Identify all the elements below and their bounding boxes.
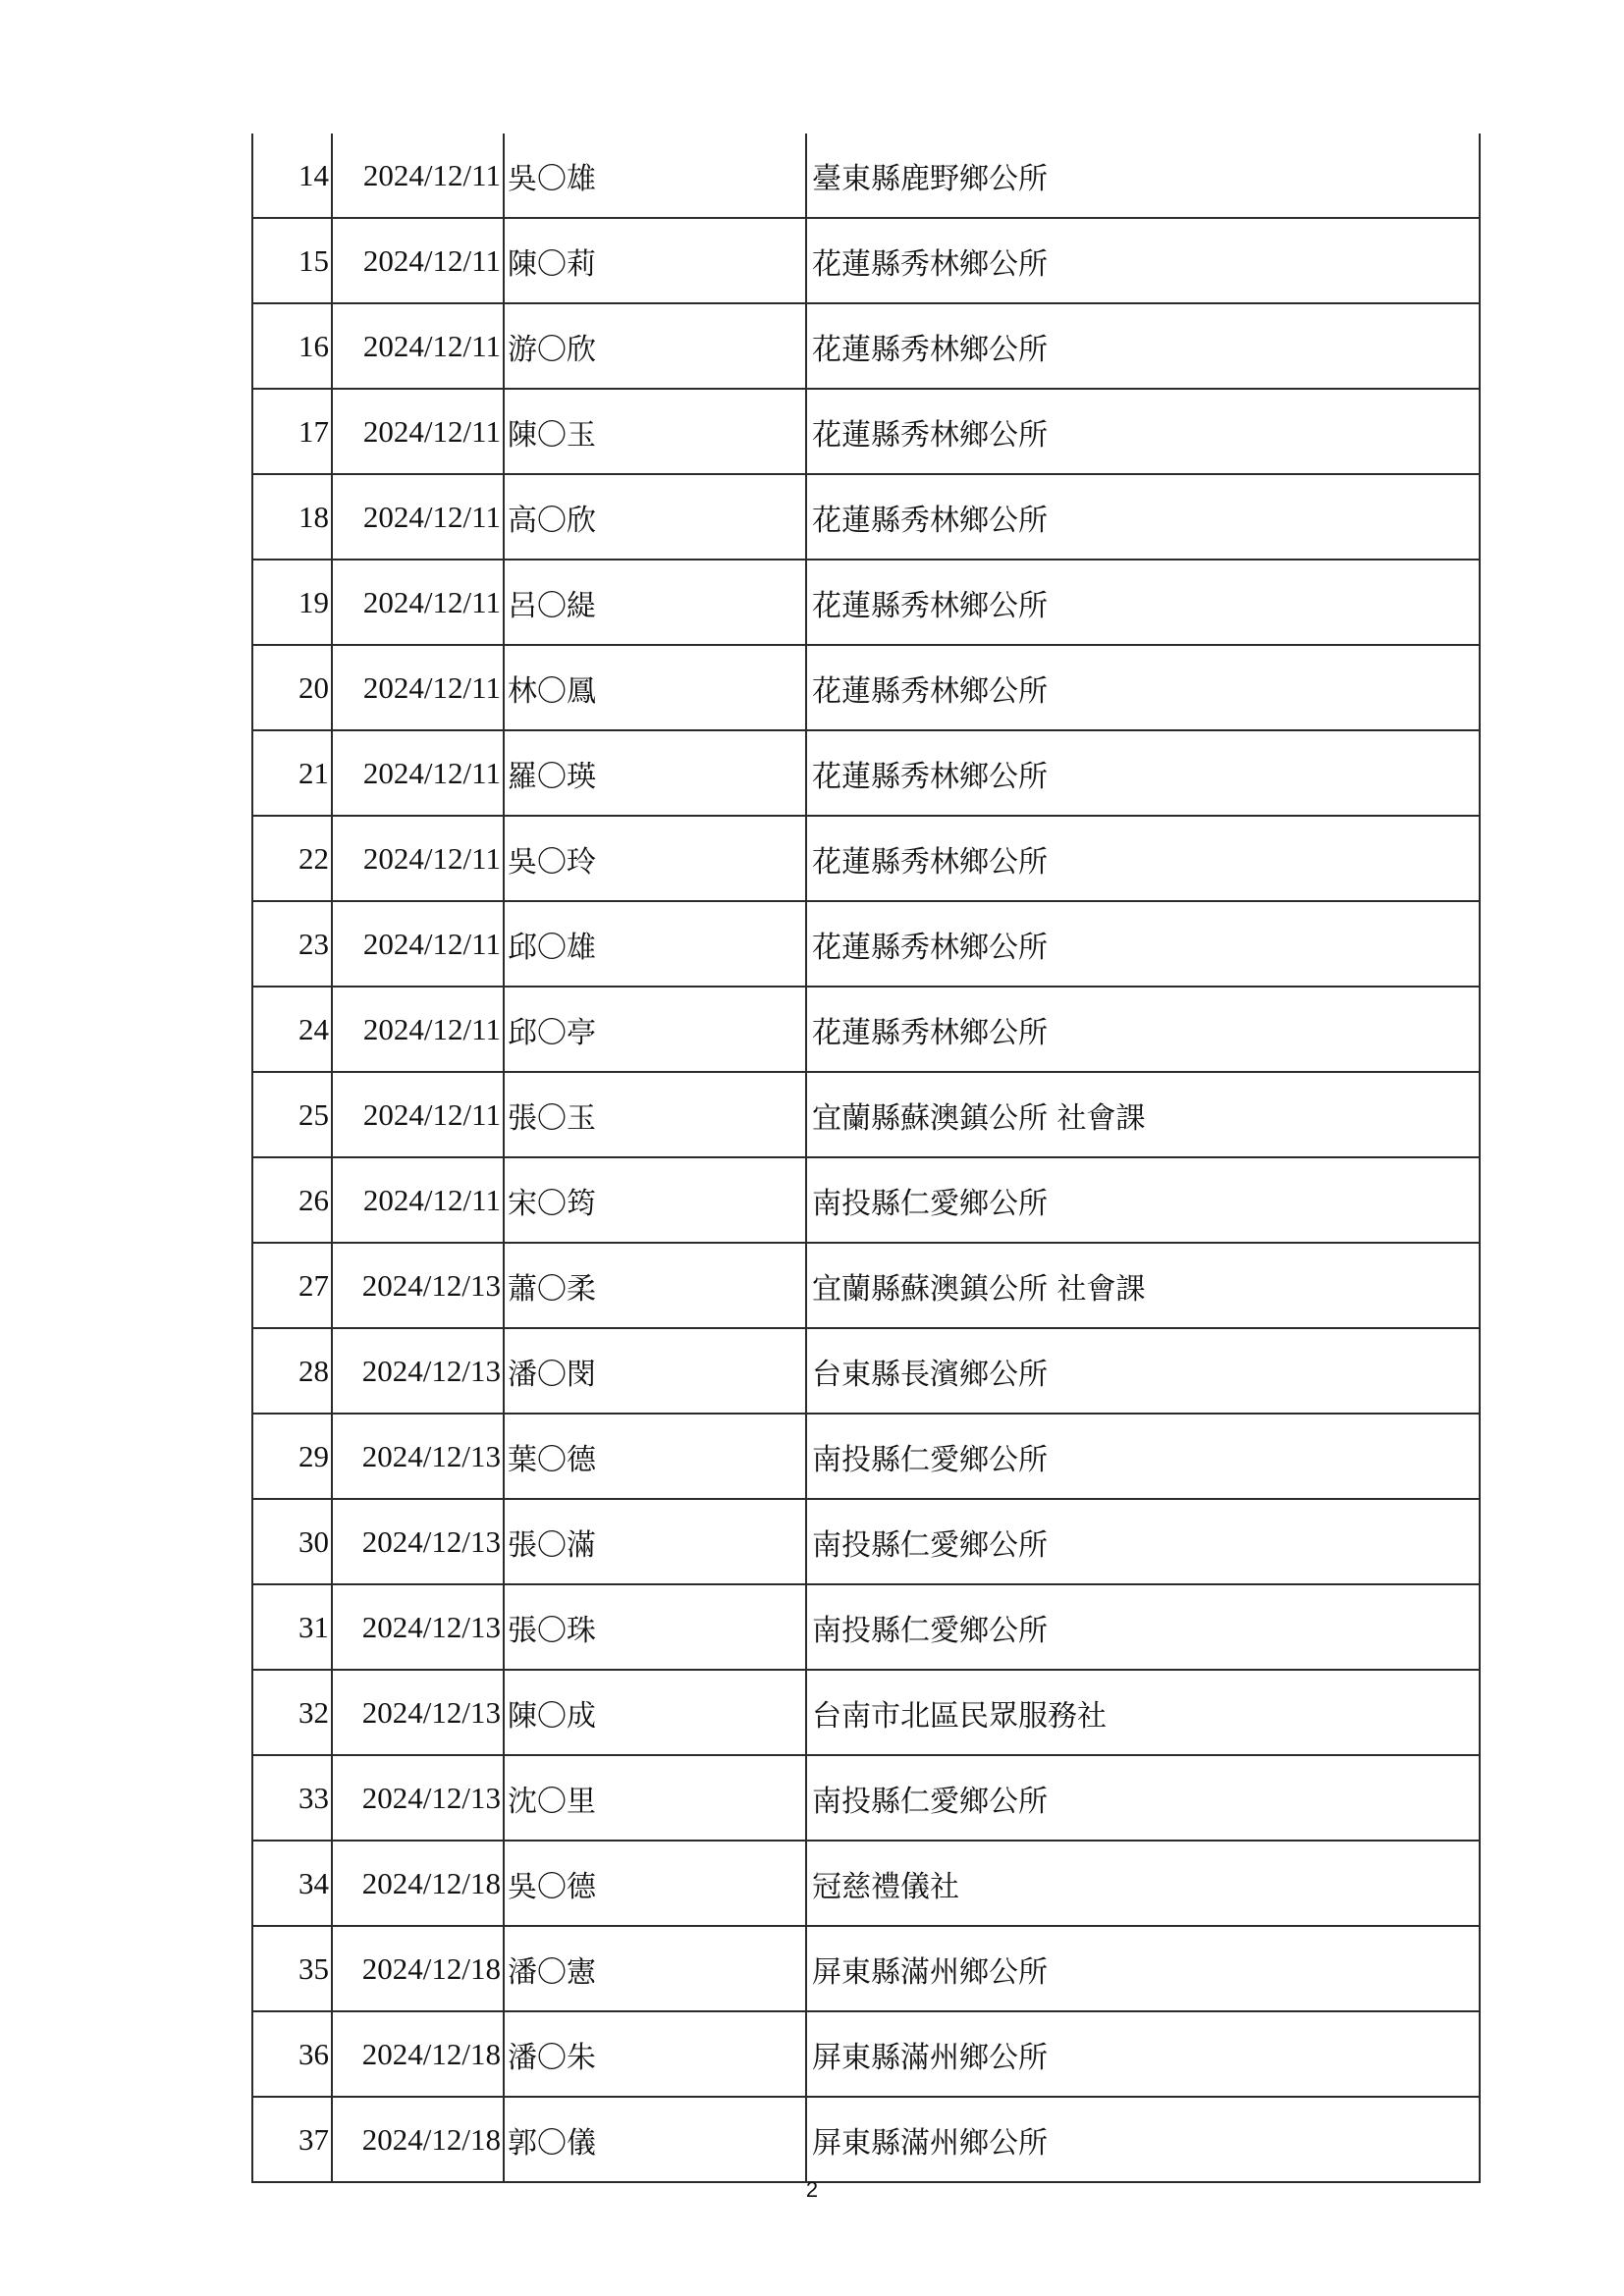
table-row <box>252 1414 1480 1499</box>
row-number-cell: 30 <box>252 1499 332 1584</box>
row-number-cell: 28 <box>252 1328 332 1414</box>
name-cell: 高〇欣 <box>504 474 806 560</box>
organization-cell: 花蓮縣秀林鄉公所 <box>806 389 1480 474</box>
date-cell: 2024/12/11 <box>332 645 504 730</box>
table-row <box>252 1328 1480 1414</box>
organization-cell: 花蓮縣秀林鄉公所 <box>806 901 1480 987</box>
row-number-cell: 14 <box>252 133 332 218</box>
name-cell: 張〇珠 <box>504 1584 806 1670</box>
organization-cell: 花蓮縣秀林鄉公所 <box>806 816 1480 901</box>
table-row <box>252 1926 1480 2011</box>
row-number-cell: 34 <box>252 1841 332 1926</box>
name-cell: 林〇鳳 <box>504 645 806 730</box>
row-number-cell: 26 <box>252 1157 332 1243</box>
table-row <box>252 2011 1480 2097</box>
organization-cell: 南投縣仁愛鄉公所 <box>806 1414 1480 1499</box>
name-cell: 潘〇朱 <box>504 2011 806 2097</box>
row-number-cell: 37 <box>252 2097 332 2182</box>
table-row <box>252 218 1480 303</box>
name-cell: 吳〇雄 <box>504 133 806 218</box>
name-cell: 沈〇里 <box>504 1755 806 1841</box>
name-cell: 陳〇莉 <box>504 218 806 303</box>
table-row <box>252 730 1480 816</box>
table-row <box>252 1499 1480 1584</box>
name-cell: 邱〇雄 <box>504 901 806 987</box>
table-row <box>252 1670 1480 1755</box>
row-number-cell: 16 <box>252 303 332 389</box>
organization-cell: 台東縣長濱鄉公所 <box>806 1328 1480 1414</box>
name-cell: 潘〇閔 <box>504 1328 806 1414</box>
name-cell: 陳〇成 <box>504 1670 806 1755</box>
table-row <box>252 389 1480 474</box>
date-cell: 2024/12/11 <box>332 987 504 1072</box>
table-row <box>252 303 1480 389</box>
organization-cell: 花蓮縣秀林鄉公所 <box>806 218 1480 303</box>
organization-cell: 屏東縣滿州鄉公所 <box>806 2011 1480 2097</box>
date-cell: 2024/12/13 <box>332 1670 504 1755</box>
table-row <box>252 133 1480 218</box>
organization-cell: 南投縣仁愛鄉公所 <box>806 1755 1480 1841</box>
page-number: 2 <box>805 2177 819 2202</box>
row-number-cell: 29 <box>252 1414 332 1499</box>
date-cell: 2024/12/13 <box>332 1584 504 1670</box>
row-number-cell: 20 <box>252 645 332 730</box>
organization-cell: 南投縣仁愛鄉公所 <box>806 1157 1480 1243</box>
table-row <box>252 474 1480 560</box>
row-number-cell: 18 <box>252 474 332 560</box>
name-cell: 張〇滿 <box>504 1499 806 1584</box>
row-number-cell: 25 <box>252 1072 332 1157</box>
attendee-table <box>251 133 1481 2183</box>
table-row <box>252 987 1480 1072</box>
date-cell: 2024/12/13 <box>332 1328 504 1414</box>
table-row <box>252 1243 1480 1328</box>
table-row <box>252 560 1480 645</box>
table-row <box>252 901 1480 987</box>
date-cell: 2024/12/11 <box>332 1072 504 1157</box>
organization-cell: 台南市北區民眾服務社 <box>806 1670 1480 1755</box>
name-cell: 張〇玉 <box>504 1072 806 1157</box>
date-cell: 2024/12/18 <box>332 2011 504 2097</box>
row-number-cell: 27 <box>252 1243 332 1328</box>
name-cell: 游〇欣 <box>504 303 806 389</box>
date-cell: 2024/12/18 <box>332 1926 504 2011</box>
organization-cell: 宜蘭縣蘇澳鎮公所 社會課 <box>806 1072 1480 1157</box>
row-number-cell: 21 <box>252 730 332 816</box>
organization-cell: 花蓮縣秀林鄉公所 <box>806 987 1480 1072</box>
date-cell: 2024/12/11 <box>332 1157 504 1243</box>
name-cell: 宋〇筠 <box>504 1157 806 1243</box>
date-cell: 2024/12/11 <box>332 389 504 474</box>
organization-cell: 冠慈禮儀社 <box>806 1841 1480 1926</box>
table-row <box>252 645 1480 730</box>
date-cell: 2024/12/11 <box>332 218 504 303</box>
row-number-cell: 22 <box>252 816 332 901</box>
organization-cell: 南投縣仁愛鄉公所 <box>806 1499 1480 1584</box>
organization-cell: 宜蘭縣蘇澳鎮公所 社會課 <box>806 1243 1480 1328</box>
organization-cell: 花蓮縣秀林鄉公所 <box>806 303 1480 389</box>
organization-cell: 花蓮縣秀林鄉公所 <box>806 560 1480 645</box>
table-row <box>252 1841 1480 1926</box>
name-cell: 陳〇玉 <box>504 389 806 474</box>
date-cell: 2024/12/11 <box>332 474 504 560</box>
table-row <box>252 1755 1480 1841</box>
name-cell: 呂〇緹 <box>504 560 806 645</box>
name-cell: 郭〇儀 <box>504 2097 806 2182</box>
organization-cell: 屏東縣滿州鄉公所 <box>806 2097 1480 2182</box>
date-cell: 2024/12/11 <box>332 560 504 645</box>
date-cell: 2024/12/13 <box>332 1243 504 1328</box>
name-cell: 吳〇玲 <box>504 816 806 901</box>
date-cell: 2024/12/13 <box>332 1755 504 1841</box>
table-row <box>252 1584 1480 1670</box>
name-cell: 羅〇瑛 <box>504 730 806 816</box>
date-cell: 2024/12/11 <box>332 730 504 816</box>
row-number-cell: 33 <box>252 1755 332 1841</box>
organization-cell: 花蓮縣秀林鄉公所 <box>806 474 1480 560</box>
date-cell: 2024/12/13 <box>332 1414 504 1499</box>
date-cell: 2024/12/18 <box>332 1841 504 1926</box>
organization-cell: 花蓮縣秀林鄉公所 <box>806 730 1480 816</box>
table-row <box>252 816 1480 901</box>
organization-cell: 南投縣仁愛鄉公所 <box>806 1584 1480 1670</box>
name-cell: 蕭〇柔 <box>504 1243 806 1328</box>
organization-cell: 花蓮縣秀林鄉公所 <box>806 645 1480 730</box>
organization-cell: 臺東縣鹿野鄉公所 <box>806 133 1480 218</box>
date-cell: 2024/12/13 <box>332 1499 504 1584</box>
date-cell: 2024/12/11 <box>332 133 504 218</box>
row-number-cell: 35 <box>252 1926 332 2011</box>
row-number-cell: 23 <box>252 901 332 987</box>
table-row <box>252 1157 1480 1243</box>
row-number-cell: 31 <box>252 1584 332 1670</box>
attendee-table-body <box>252 133 1480 2182</box>
row-number-cell: 17 <box>252 389 332 474</box>
row-number-cell: 36 <box>252 2011 332 2097</box>
name-cell: 潘〇憲 <box>504 1926 806 2011</box>
date-cell: 2024/12/11 <box>332 303 504 389</box>
row-number-cell: 32 <box>252 1670 332 1755</box>
name-cell: 邱〇亭 <box>504 987 806 1072</box>
date-cell: 2024/12/11 <box>332 816 504 901</box>
row-number-cell: 24 <box>252 987 332 1072</box>
date-cell: 2024/12/18 <box>332 2097 504 2182</box>
date-cell: 2024/12/11 <box>332 901 504 987</box>
row-number-cell: 15 <box>252 218 332 303</box>
table-row <box>252 2097 1480 2182</box>
name-cell: 葉〇德 <box>504 1414 806 1499</box>
row-number-cell: 19 <box>252 560 332 645</box>
table-row <box>252 1072 1480 1157</box>
organization-cell: 屏東縣滿州鄉公所 <box>806 1926 1480 2011</box>
name-cell: 吳〇德 <box>504 1841 806 1926</box>
